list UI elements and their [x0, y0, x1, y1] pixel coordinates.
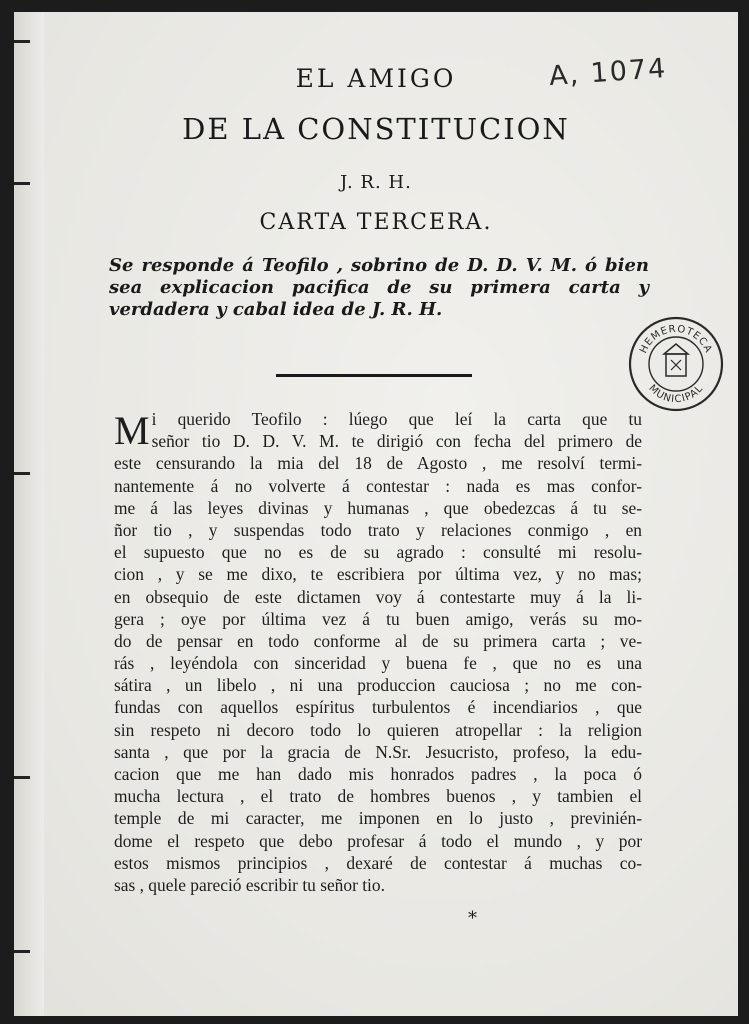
signature-mark: *	[468, 908, 477, 929]
body-line: ñor tio , y suspendas todo trato y relaciones conmigo , en	[114, 519, 642, 540]
subtitle-line: verdadera y cabal idea de J. R. H.	[109, 299, 443, 321]
title-line-1: EL AMIGO	[295, 64, 457, 93]
subtitle-line: Se responde á Teofilo , sobrino de D. D. V. M. ó bien	[109, 255, 649, 276]
body-line: sas , quele pareció escribir tu señor tio.	[114, 874, 385, 895]
binding-thread	[14, 776, 30, 779]
handwritten-catalog-note: A, 1074	[548, 52, 669, 93]
body-line: dome el respeto que debo profesar á todo el mundo , y por	[114, 830, 642, 851]
body-line: nantemente á no volverte á contestar : nada es mas confor-	[114, 475, 642, 496]
body-line: fundas con aquellos espíritus turbulentos é incendiarios , que	[114, 697, 642, 718]
binding-thread	[14, 472, 30, 475]
body-line: do de pensar en todo conforme al de su primera carta ; ve-	[114, 630, 642, 651]
body-line: en obsequio de este dictamen voy á contestarte muy á la li-	[114, 586, 642, 607]
body-line: este censurando la mia del 18 de Agosto , me resolví termi-	[114, 453, 642, 474]
letter-body	[114, 408, 642, 896]
body-line: gera ; oye por última vez á tu buen amigo, verás su mo-	[114, 608, 642, 629]
body-line: santa , que por la gracia de N.Sr. Jesucristo, profeso, la edu-	[114, 741, 642, 762]
author-initials: J. R. H.	[340, 172, 412, 193]
subtitle	[109, 252, 649, 319]
binding-thread	[14, 40, 30, 43]
library-stamp	[626, 314, 726, 414]
body-line: rás , leyéndola con sinceridad y buena fe , que no es una	[114, 653, 642, 674]
body-line: mucha lectura , el trato de hombres buenos , y tambien el	[114, 786, 642, 807]
body-line: estos mismos principios , dexaré de contestar á muchas co-	[114, 852, 642, 873]
body-line: me á las leyes divinas y humanas , que obedezcas á tu se-	[114, 497, 642, 518]
binding-thread	[14, 950, 30, 953]
body-line: sátira , un libelo , ni una produccion cauciosa ; no me con-	[114, 675, 642, 696]
body-line: temple de mi caracter, me imponen en lo justo , previnién-	[114, 808, 642, 829]
divider-rule	[276, 374, 472, 377]
body-line: sin respeto ni decoro todo lo quieren atropellar : la religion	[114, 719, 642, 740]
body-line: el supuesto que no es de su agrado : consulté mi resolu-	[114, 542, 642, 563]
body-line: cacion que me han dado mis honrados padres , la poca ó	[114, 764, 642, 784]
binding-edge	[14, 12, 44, 1016]
body-line: cion , y se me dixo, te escribiera por última vez, y no mas;	[114, 564, 642, 585]
drop-cap: M	[114, 408, 150, 453]
stamp-bottom-text: MUNICIPAL	[646, 382, 706, 406]
body-line: señor tio D. D. V. M. te dirigió con fecha del primero de	[151, 431, 642, 452]
document-page	[14, 12, 738, 1016]
stamp-top-text: HEMEROTECA	[638, 323, 714, 356]
title-line-2: DE LA CONSTITUCION	[182, 112, 570, 146]
svg-text:MUNICIPAL	[646, 383, 705, 405]
letter-heading: CARTA TERCERA.	[259, 210, 493, 235]
body-line: i querido Teofilo : lúego que leí la carta que tu	[151, 409, 642, 429]
svg-text:HEMEROTECA	[638, 324, 714, 355]
subtitle-line: sea explicacion pacifica de su primera carta y	[109, 277, 649, 299]
stamp-seal-icon	[626, 314, 726, 414]
